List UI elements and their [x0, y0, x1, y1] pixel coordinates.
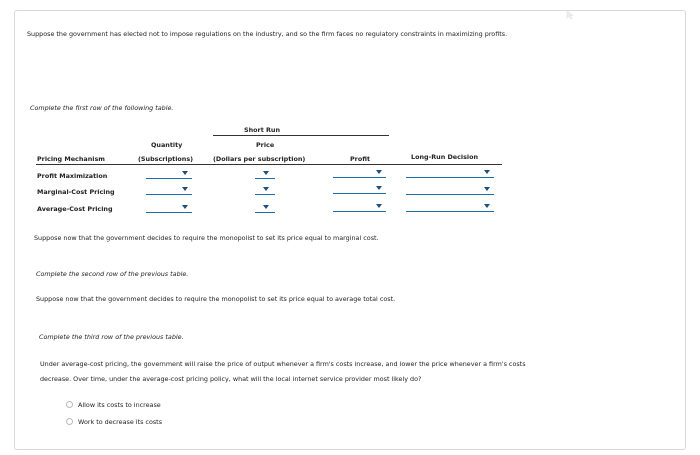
col-long-run-decision: Long-Run Decision: [411, 153, 479, 161]
chevron-down-icon: [263, 187, 269, 191]
option-label-decrease-costs: Work to decrease its costs: [78, 418, 163, 426]
header-price: Price: [256, 141, 275, 149]
short-run-divider: [213, 135, 389, 136]
col-price: (Dollars per subscription): [213, 155, 306, 163]
profit-dropdown-profit-max[interactable]: [333, 168, 386, 178]
price-dropdown-profit-max[interactable]: [255, 169, 275, 179]
radio-option-allow-costs[interactable]: [66, 401, 73, 408]
chevron-down-icon: [182, 171, 188, 175]
option-label-allow-costs: Allow its costs to increase: [78, 401, 161, 409]
col-quantity: (Subscriptions): [138, 155, 194, 163]
chevron-down-icon: [182, 205, 188, 209]
chevron-down-icon: [484, 187, 490, 191]
price-dropdown-average-cost[interactable]: [255, 203, 275, 213]
col-pricing-mechanism: Pricing Mechanism: [37, 155, 105, 163]
row-label-profit-max: Profit Maximization: [37, 172, 108, 180]
cursor-icon: [566, 5, 576, 15]
instruction-first-row: Complete the first row of the following table.: [30, 104, 174, 112]
chevron-down-icon: [484, 204, 490, 208]
chevron-down-icon: [263, 171, 269, 175]
chevron-down-icon: [376, 186, 382, 190]
radio-option-decrease-costs[interactable]: [66, 418, 73, 425]
longrun-dropdown-profit-max[interactable]: [406, 168, 494, 178]
row-label-marginal-cost: Marginal-Cost Pricing: [37, 188, 115, 196]
profit-dropdown-marginal-cost[interactable]: [333, 184, 386, 194]
paragraph-average-cost: Suppose now that the government decides to require the monopolist to set its price equal to average total cost.: [36, 295, 396, 303]
quantity-dropdown-average-cost[interactable]: [146, 203, 192, 213]
longrun-dropdown-marginal-cost[interactable]: [406, 185, 494, 195]
quantity-dropdown-marginal-cost[interactable]: [146, 185, 192, 195]
quantity-dropdown-profit-max[interactable]: [146, 169, 192, 179]
row-label-average-cost: Average-Cost Pricing: [37, 205, 113, 213]
header-quantity-top: Quantity: [151, 141, 183, 149]
instruction-second-row: Complete the second row of the previous table.: [36, 270, 189, 278]
chevron-down-icon: [263, 205, 269, 209]
price-dropdown-marginal-cost[interactable]: [255, 185, 275, 195]
intro-text: Suppose the government has elected not to impose regulations on the industry, and so the firm faces no regulatory constraints in maximizing profits.: [27, 30, 508, 38]
question-card: [14, 10, 686, 450]
col-profit: Profit: [350, 155, 371, 163]
question-text-line1: Under average-cost pricing, the government will raise the price of output whenever a firm's costs increase, and lower the price whenever a firm's costs: [40, 360, 526, 368]
chevron-down-icon: [182, 187, 188, 191]
longrun-dropdown-average-cost[interactable]: [406, 202, 494, 212]
chevron-down-icon: [376, 204, 382, 208]
header-short-run: Short Run: [244, 126, 280, 134]
table-header-divider: [36, 164, 502, 165]
chevron-down-icon: [484, 170, 490, 174]
question-text-line2: decrease. Over time, under the average-cost pricing policy, what will the local internet service provider most likely do?: [40, 375, 422, 383]
chevron-down-icon: [376, 170, 382, 174]
paragraph-marginal-cost: Suppose now that the government decides to require the monopolist to set its price equal to marginal cost.: [34, 234, 379, 242]
profit-dropdown-average-cost[interactable]: [333, 202, 386, 212]
instruction-third-row: Complete the third row of the previous table.: [39, 333, 184, 341]
